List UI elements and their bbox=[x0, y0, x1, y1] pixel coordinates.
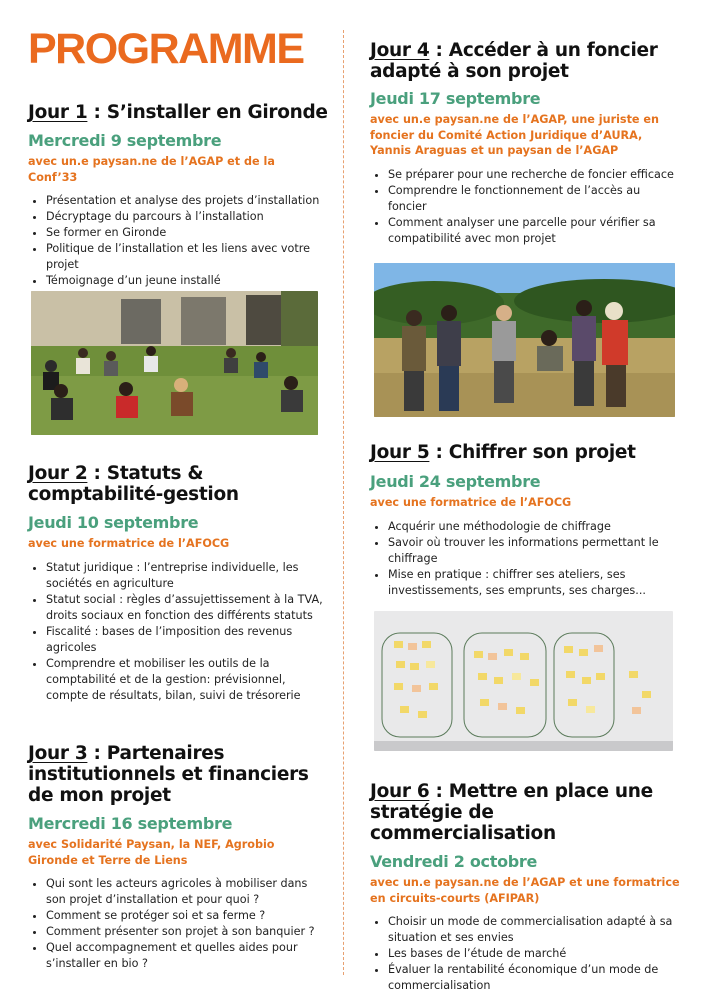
list-item: • Politique de l’installation et les liens avec votre projet bbox=[46, 241, 328, 273]
list-item: • Qui sont les acteurs agricoles à mobiliser dans son projet d’installation et pour quoi ? bbox=[46, 876, 328, 908]
photo-field-visit bbox=[374, 263, 675, 417]
day-1-speakers: avec un.e paysan.ne de l’AGAP et de la Conf’33 bbox=[28, 155, 275, 184]
list-item: • Savoir où trouver les informations permettant le chiffrage bbox=[388, 535, 680, 567]
list-item: • Comment analyser une parcelle pour vérifier sa compatibilité avec mon projet bbox=[388, 215, 680, 247]
list-item: • Se préparer pour une recherche de foncier efficace bbox=[388, 167, 680, 183]
list-item: • Statut social : règles d’assujettissement à la TVA, droits sociaux en fonction des différents statuts bbox=[46, 592, 328, 624]
day-6-speakers: avec un.e paysan.ne de l’AGAP et une formatrice en circuits-courts (AFIPAR) bbox=[370, 876, 680, 905]
day-5-speakers: avec une formatrice de l’AFOCG bbox=[370, 496, 572, 509]
day-3-date: Mercredi 16 septembre bbox=[28, 814, 233, 833]
day-1-list bbox=[28, 193, 328, 289]
day-4-date: Jeudi 17 septembre bbox=[370, 89, 541, 108]
day-2-heading: Jour 2 : Statuts & comptabilité-gestion bbox=[28, 463, 239, 505]
day-2-list bbox=[28, 560, 328, 704]
day-6-heading: Jour 6 : Mettre en place une stratégie de commercialisation bbox=[370, 781, 653, 844]
day-3-list bbox=[28, 876, 328, 972]
day-3-heading: Jour 3 : Partenaires institutionnels et financiers de mon projet bbox=[28, 743, 309, 806]
day-1-heading: Jour 1 : S’installer en Gironde bbox=[28, 102, 328, 123]
day-4-speakers: avec un.e paysan.ne de l’AGAP, une juriste en foncier du Comité Action Juridique d’AURA, Yannis Araguas et un paysan de l’AGAP bbox=[370, 113, 659, 157]
day-2-date: Jeudi 10 septembre bbox=[28, 513, 199, 532]
list-item: • Comprendre le fonctionnement de l’accès au foncier bbox=[388, 183, 680, 215]
photo-group-circle bbox=[31, 291, 318, 435]
day-4-list bbox=[370, 167, 680, 247]
list-item: • Se former en Gironde bbox=[46, 225, 328, 241]
day-1-date: Mercredi 9 septembre bbox=[28, 131, 222, 150]
list-item: • Évaluer la rentabilité économique d’un mode de commercialisation bbox=[388, 962, 680, 994]
day-3-speakers: avec Solidarité Paysan, la NEF, Agrobio Gironde et Terre de Liens bbox=[28, 838, 275, 867]
day-4-heading: Jour 4 : Accéder à un foncier adapté à son projet bbox=[370, 40, 658, 82]
day-5-section bbox=[370, 442, 680, 599]
list-item: • Les bases de l’étude de marché bbox=[388, 946, 680, 962]
column-divider bbox=[343, 30, 344, 975]
day-2-section bbox=[28, 463, 328, 704]
day-1-section bbox=[28, 102, 328, 289]
list-item: • Mise en pratique : chiffrer ses ateliers, ses investissements, ses emprunts, ses charges... bbox=[388, 567, 680, 599]
list-item: • Comment présenter son projet à son banquier ? bbox=[46, 924, 328, 940]
day-3-section bbox=[28, 743, 328, 972]
day-2-speakers: avec une formatrice de l’AFOCG bbox=[28, 537, 230, 550]
day-4-section bbox=[370, 40, 680, 247]
day-5-list bbox=[370, 519, 680, 599]
list-item: • Quel accompagnement et quelles aides pour s’installer en bio ? bbox=[46, 940, 328, 972]
list-item: • Présentation et analyse des projets d’installation bbox=[46, 193, 328, 209]
list-item: • Acquérir une méthodologie de chiffrage bbox=[388, 519, 680, 535]
day-5-heading: Jour 5 : Chiffrer son projet bbox=[370, 442, 636, 463]
photo-whiteboard bbox=[374, 611, 673, 751]
day-6-section bbox=[370, 781, 680, 994]
day-5-date: Jeudi 24 septembre bbox=[370, 472, 541, 491]
day-6-list bbox=[370, 914, 680, 994]
list-item: • Statut juridique : l’entreprise individuelle, les sociétés en agriculture bbox=[46, 560, 328, 592]
list-item: • Témoignage d’un jeune installé bbox=[46, 273, 328, 289]
list-item: • Comprendre et mobiliser les outils de la comptabilité et de la gestion: prévisionnel, compte de résultats, bilan, suivi de trésorerie bbox=[46, 656, 328, 704]
list-item: • Choisir un mode de commercialisation adapté à sa situation et ses envies bbox=[388, 914, 680, 946]
list-item: • Comment se protéger soi et sa ferme ? bbox=[46, 908, 328, 924]
list-item: • Fiscalité : bases de l’imposition des revenus agricoles bbox=[46, 624, 328, 656]
day-6-date: Vendredi 2 octobre bbox=[370, 852, 538, 871]
list-item: • Décryptage du parcours à l’installation bbox=[46, 209, 328, 225]
page-title: PROGRAMME bbox=[28, 25, 304, 73]
